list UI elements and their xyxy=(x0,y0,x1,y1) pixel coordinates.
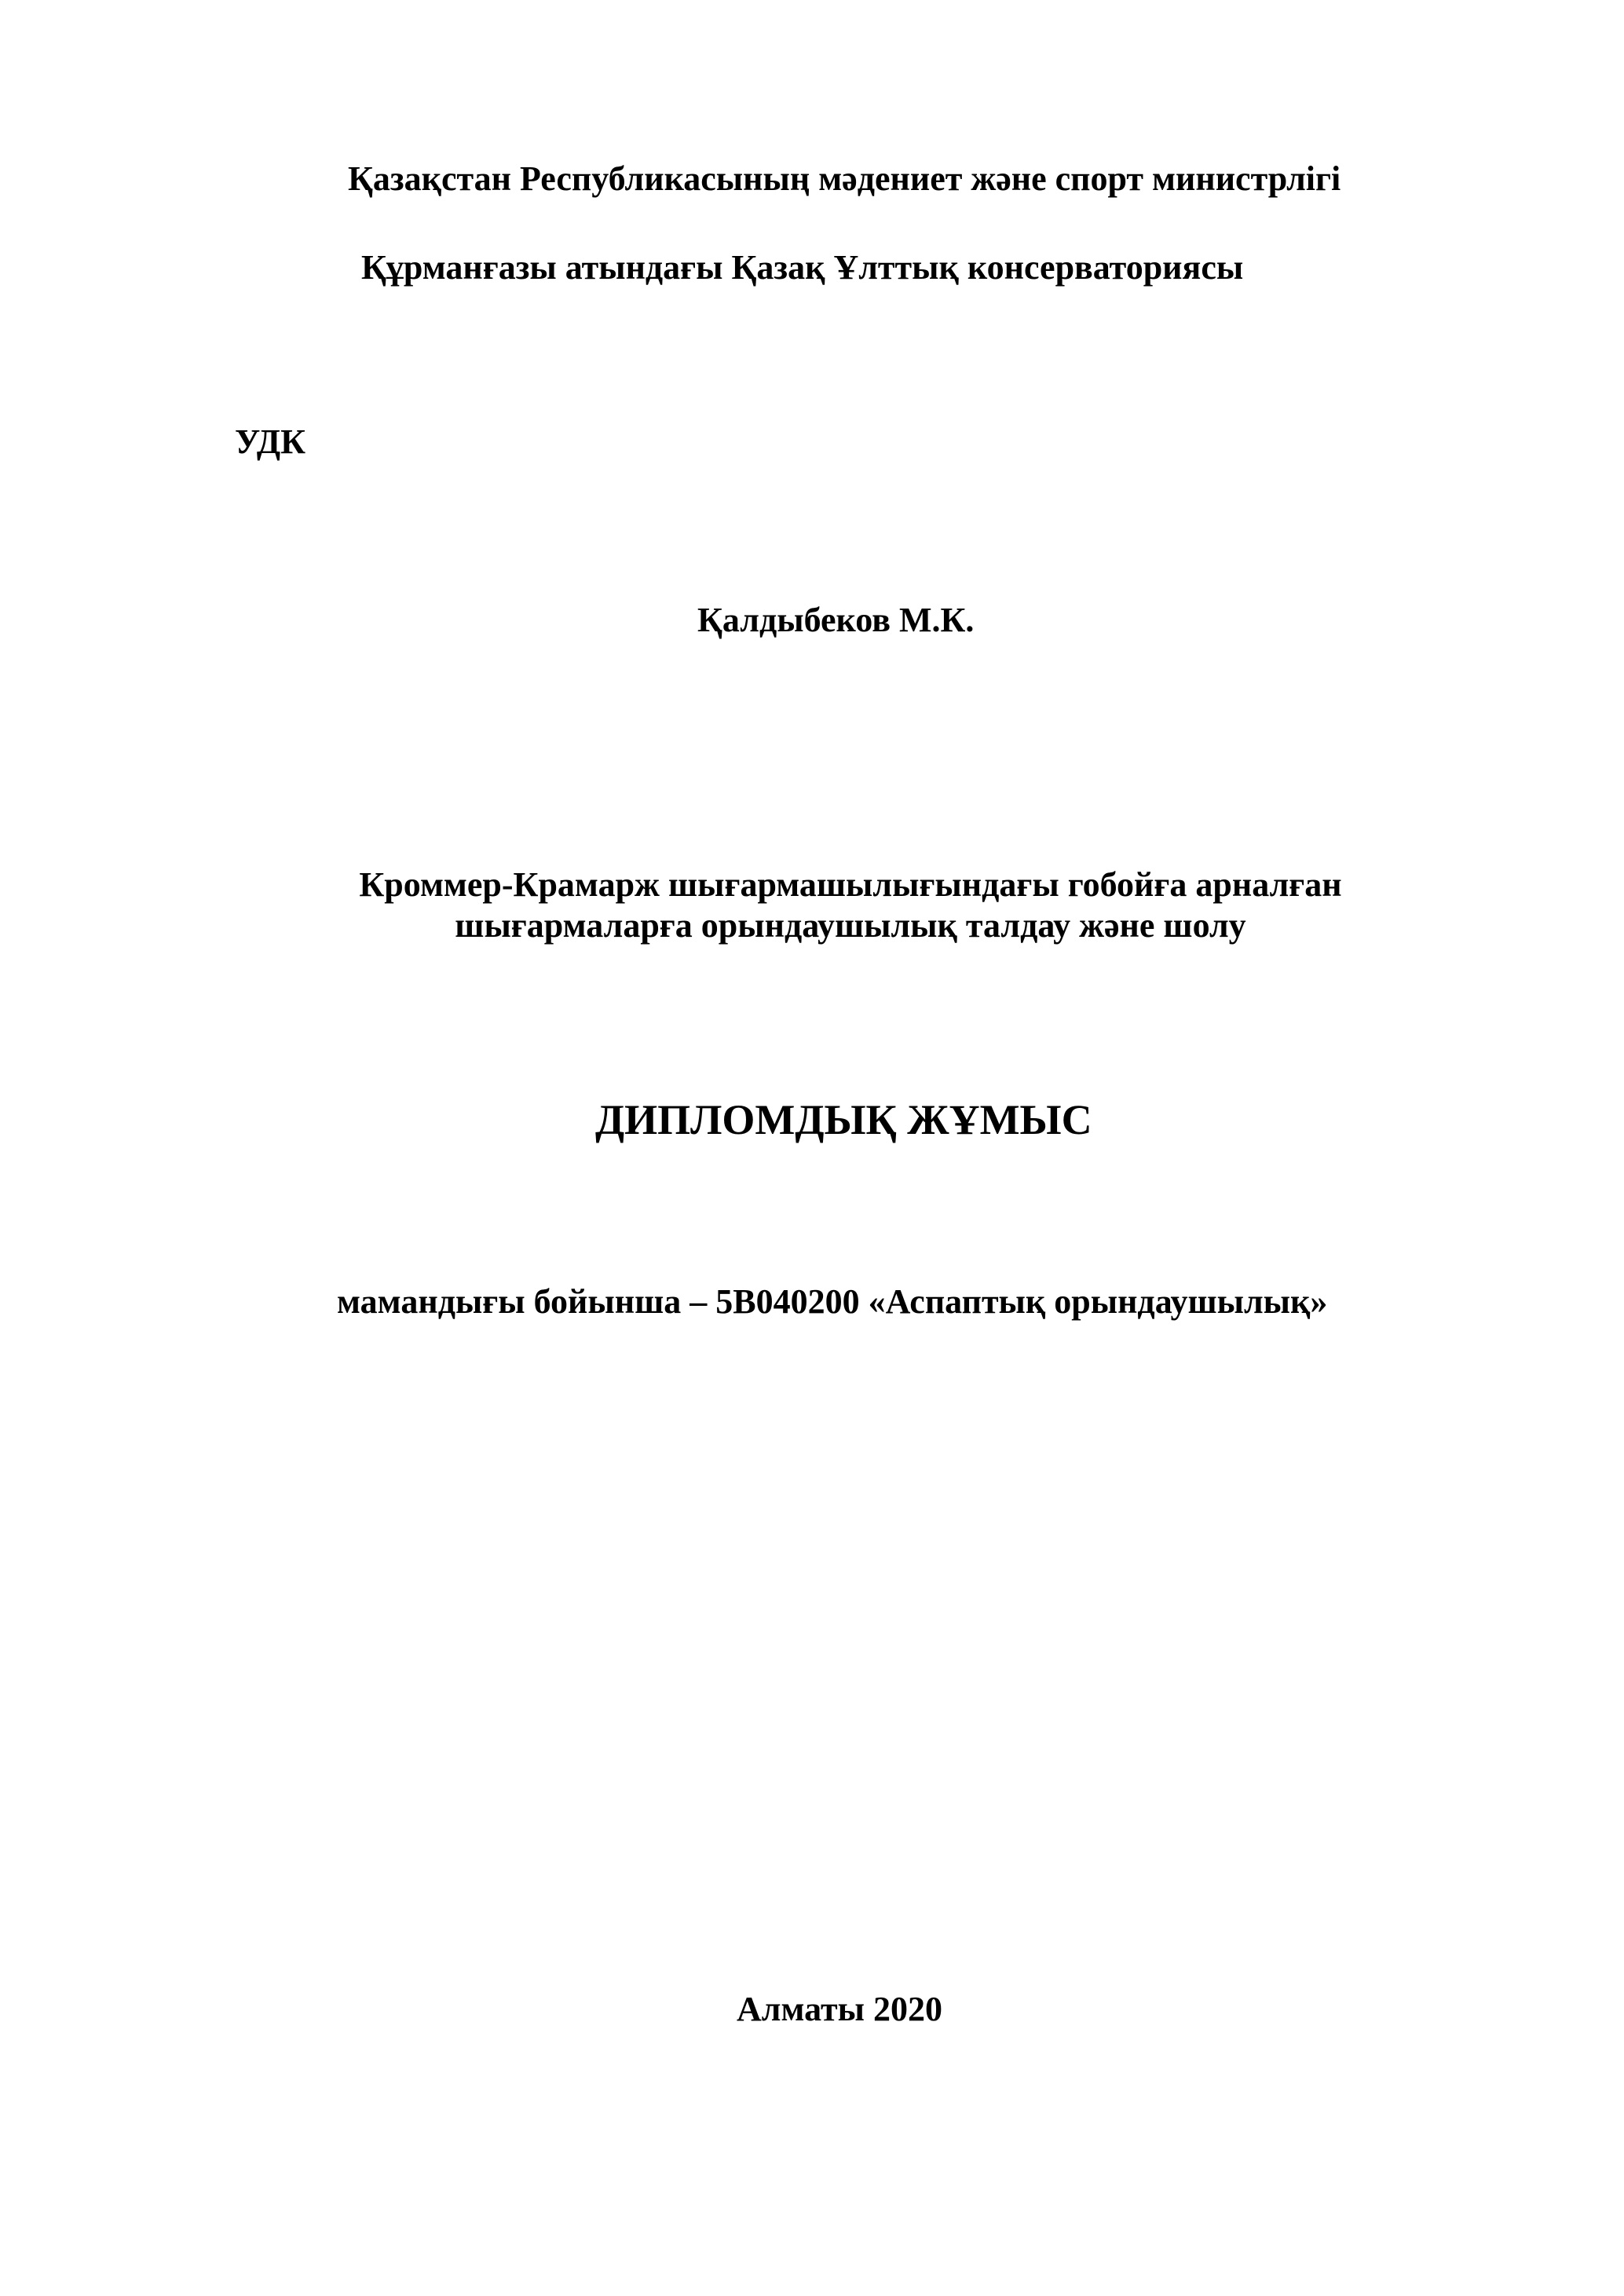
ministry-name: Қазақстан Республикасының мәдениет және спорт министрлігі xyxy=(348,159,1341,198)
work-type-heading: ДИПЛОМДЫҚ ЖҰМЫС xyxy=(595,1096,1092,1143)
author-name: Қалдыбеков М.К. xyxy=(697,601,975,639)
city-year: Алматы 2020 xyxy=(737,1990,942,2028)
specialty-line: мамандығы бойынша – 5В040200 «Аспаптық орындаушылық» xyxy=(337,1282,1328,1321)
udk-label: УДК xyxy=(235,422,306,461)
thesis-topic xyxy=(0,865,1624,946)
institution-name: Құрманғазы атындағы Қазақ Ұлттық консерваториясы xyxy=(361,248,1244,287)
thesis-topic-line-1: Кроммер-Крамарж шығармашылығындағы гобойға арналған xyxy=(359,865,1342,904)
thesis-topic-line-2: шығармаларға орындаушылық талдау және шолу xyxy=(455,906,1246,945)
